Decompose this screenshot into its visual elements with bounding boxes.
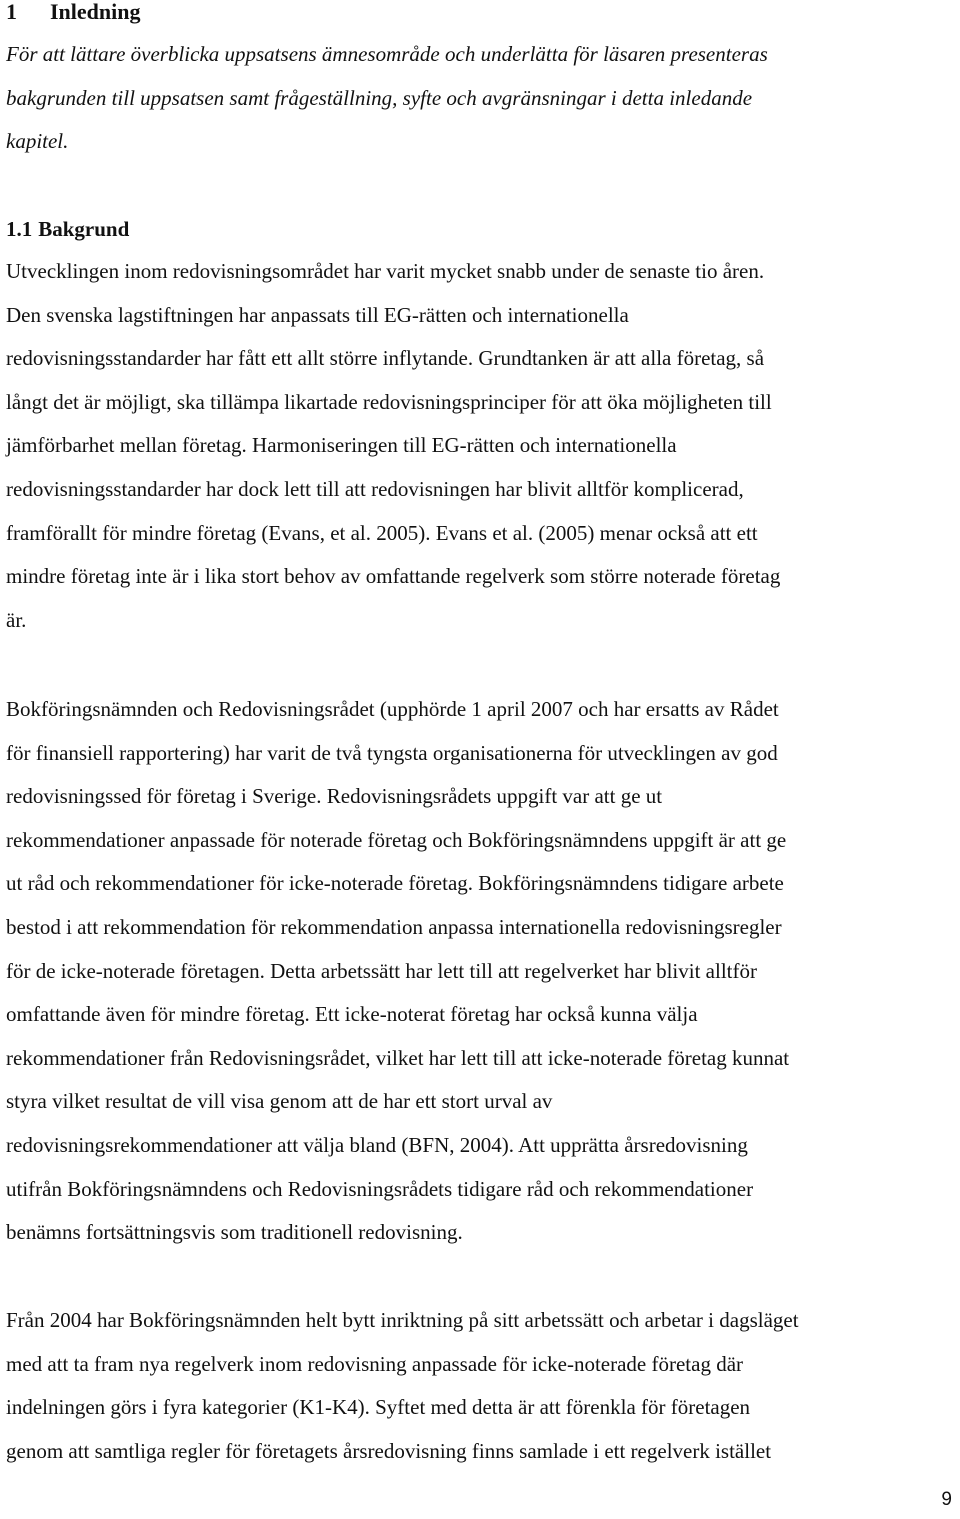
chapter-intro — [6, 33, 956, 164]
intro-line: För att lättare överblicka uppsatsens ämnesområde och underlätta för läsaren presenteras — [6, 42, 768, 66]
paragraph-1 — [6, 250, 958, 642]
text-line: redovisningssed för företag i Sverige. Redovisningsrådets uppgift var att ge ut — [6, 784, 663, 809]
paragraph-2 — [6, 688, 958, 1255]
text-line: för finansiell rapportering) har varit de två tyngsta organisationerna för utvecklingen av god — [6, 740, 778, 765]
text-line: omfattande även för mindre företag. Ett icke-noterat företag har också kunna välja — [6, 1002, 698, 1027]
text-line: framförallt för mindre företag (Evans, et al. 2005). Evans et al. (2005) menar också att ett — [6, 520, 758, 545]
text-line: redovisningsrekommendationer att välja bland (BFN, 2004). Att upprätta årsredovisning — [6, 1132, 748, 1157]
text-line: Bokföringsnämnden och Redovisningsrådet (upphörde 1 april 2007 och har ersatts av Rådet — [6, 697, 779, 721]
paragraph-3 — [6, 1299, 958, 1473]
text-line: styra vilket resultat de vill visa genom att de har ett stort urval av — [6, 1089, 553, 1114]
text-line: med att ta fram nya regelverk inom redovisning anpassade för icke-noterade företag där — [6, 1351, 744, 1376]
text-line: Den svenska lagstiftningen har anpassats till EG-rätten och internationella — [6, 302, 629, 327]
text-line: utifrån Bokföringsnämndens och Redovisningsrådets tidigare råd och rekommendationer — [6, 1176, 754, 1201]
intro-line: kapitel. — [6, 129, 69, 153]
text-line: benämns fortsättningsvis som traditionell redovisning. — [6, 1220, 463, 1245]
text-line: långt det är möjligt, ska tillämpa likartade redovisningsprinciper för att öka möjligheten till — [6, 389, 772, 414]
text-line: rekommendationer från Redovisningsrådet, vilket har lett till att icke-noterade företag kunnat — [6, 1045, 790, 1070]
text-line: genom att samtliga regler för företagets årsredovisning finns samlade i ett regelverk istället — [6, 1438, 772, 1463]
section-title: Bakgrund — [38, 217, 130, 241]
text-line: jämförbarhet mellan företag. Harmoniseringen till EG-rätten och internationella — [6, 433, 677, 458]
page-number: 9 — [941, 1489, 952, 1510]
text-line: redovisningsstandarder har fått ett allt större inflytande. Grundtanken är att alla företag, så — [6, 346, 765, 371]
text-line: indelningen görs i fyra kategorier (K1-K4). Syftet med detta är att förenkla för företagen — [6, 1395, 751, 1420]
text-line: Från 2004 har Bokföringsnämnden helt bytt inriktning på sitt arbetssätt och arbetar i dagsläget — [6, 1308, 799, 1332]
chapter-number: 1 — [6, 0, 17, 24]
section-heading — [6, 216, 129, 242]
intro-line: bakgrunden till uppsatsen samt frågeställning, syfte och avgränsningar i detta inledande — [6, 85, 753, 110]
chapter-heading — [6, 0, 141, 24]
text-line: rekommendationer anpassade för noterade företag och Bokföringsnämndens uppgift är att ge — [6, 827, 787, 852]
text-line: är. — [6, 607, 27, 632]
text-line: bestod i att rekommendation för rekommendation anpassa internationella redovisningsregler — [6, 914, 782, 939]
chapter-title: Inledning — [50, 0, 141, 24]
text-line: mindre företag inte är i lika stort behov av omfattande regelverk som större noterade företag — [6, 564, 781, 589]
text-line: redovisningsstandarder har dock lett till att redovisningen har blivit alltför komplicerad, — [6, 476, 744, 501]
section-number: 1.1 — [6, 217, 33, 241]
text-line: ut råd och rekommendationer för icke-noterade företag. Bokföringsnämndens tidigare arbete — [6, 871, 784, 896]
text-line: Utvecklingen inom redovisningsområdet har varit mycket snabb under de senaste tio åren. — [6, 259, 765, 283]
text-line: för de icke-noterade företagen. Detta arbetssätt har lett till att regelverket har blivit alltför — [6, 958, 757, 983]
